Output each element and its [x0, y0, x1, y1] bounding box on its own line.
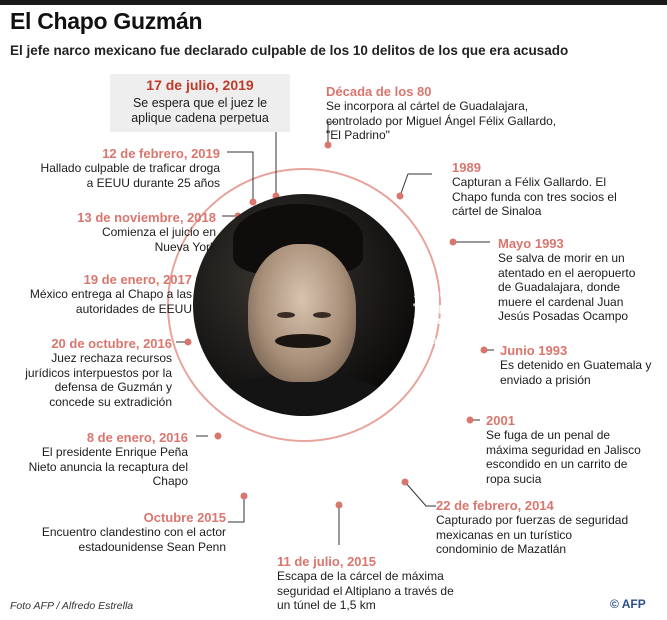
event-date: 19 de enero, 2017: [83, 272, 192, 287]
event-left-4: [12, 336, 172, 409]
event-desc: Escapa de la cárcel de máxima seguridad el Altiplano a través de un túnel de 1,5 km: [277, 569, 454, 612]
event-desc: Capturado por fuerzas de seguridad mexicanas en un turístico condominio de Mazatlán: [436, 513, 629, 556]
event-desc: Se espera que el juez le aplique cadena perpetua: [131, 96, 269, 125]
event-date: 22 de febrero, 2014: [436, 498, 554, 513]
event-desc: Se incorpora al cártel de Guadalajara, controlado por Miguel Ángel Félix Gallardo, "El Padrino": [326, 99, 557, 142]
event-left-5: [20, 430, 188, 489]
event-right-3: [498, 236, 648, 324]
event-date: 2001: [486, 413, 515, 428]
event-right-6: [436, 498, 636, 557]
event-date: 1989: [452, 160, 481, 175]
event-date: 20 de octubre, 2016: [51, 336, 172, 351]
event-date: 12 de febrero, 2019: [102, 146, 220, 161]
event-desc: Encuentro clandestino con el actor estadounidense Sean Penn: [41, 525, 226, 554]
event-date: Junio 1993: [500, 343, 568, 358]
event-date: 13 de noviembre, 2018: [77, 210, 216, 225]
event-date: Década de los 80: [326, 84, 432, 99]
event-right-4: [500, 343, 658, 387]
event-desc: Es detenido en Guatemala y enviado a prisión: [500, 358, 652, 387]
page-subtitle: El jefe narco mexicano fue declarado culpable de los 10 delitos de los que era acusado: [10, 43, 569, 58]
event-left-3: [12, 272, 192, 316]
portrait-photo: [193, 194, 415, 416]
photo-credit: Foto AFP / Alfredo Estrella: [10, 600, 134, 612]
event-left-6: [20, 510, 226, 554]
event-bottom: [277, 554, 457, 613]
event-desc: El presidente Enrique Peña Nieto anuncia la recaptura del Chapo: [28, 445, 188, 488]
event-right-2: [452, 160, 632, 219]
event-desc: Se salva de morir en un atentado en el aeropuerto de Guadalajara, donde muere el cardenal Juan Jesús Posadas Ocampo: [498, 251, 636, 323]
event-desc: Juez rechaza recursos jurídicos interpuestos por la defensa de Guzmán y concede su extradición: [25, 351, 172, 409]
event-left-2: [20, 210, 216, 254]
event-date: 17 de julio, 2019: [146, 77, 254, 93]
portrait-age: 62 años: [415, 335, 455, 347]
event-date: Mayo 1993: [498, 236, 564, 251]
event-date: 11 de julio, 2015: [277, 554, 376, 569]
event-date: Octubre 2015: [143, 510, 226, 525]
event-desc: Capturan a Félix Gallardo. El Chapo funda con tres socios el cártel de Sinaloa: [452, 175, 617, 218]
portrait-name: Joaquín "Chapo" Guzmán: [412, 289, 458, 327]
event-desc: Hallado culpable de traficar droga a EEUU durante 25 años: [40, 161, 220, 190]
event-desc: México entrega al Chapo a las autoridades de EEUU: [29, 287, 192, 316]
event-left-1: [40, 146, 220, 190]
page-title: El Chapo Guzmán: [10, 8, 203, 34]
event-right-5: [486, 413, 654, 486]
event-desc: Comienza el juicio en Nueva York: [101, 225, 216, 254]
event-date: 8 de enero, 2016: [86, 430, 188, 445]
afp-logo: © AFP: [610, 597, 646, 611]
event-right-1: [326, 84, 566, 143]
event-desc: Se fuga de un penal de máxima seguridad en Jalisco escondido en un carrito de ropa sucia: [486, 428, 641, 486]
event-highlight: [110, 74, 290, 132]
